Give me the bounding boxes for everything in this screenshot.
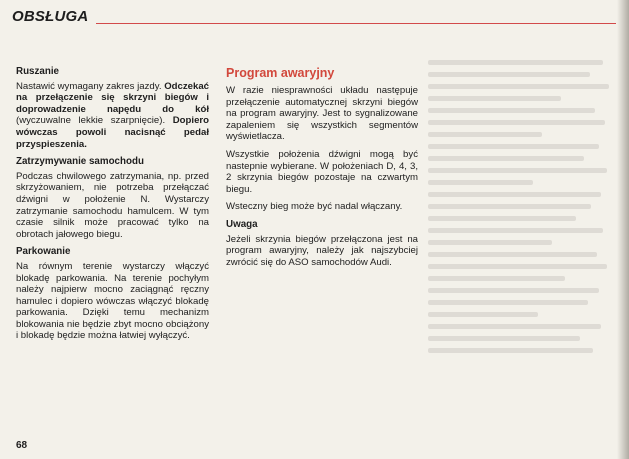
- bleed-through-text: [428, 60, 618, 390]
- ruszanie-text-bold-2: Dopiero wówczas powoli nacisnąć pedał przyspieszenia.: [16, 115, 209, 150]
- page-header-title: OBSŁUGA: [12, 8, 89, 25]
- ruszanie-text-2: (wyczuwalne lekkie szarpnięcie).: [16, 115, 173, 127]
- page-number: 68: [16, 440, 28, 451]
- ruszanie-text-bold-1: Odczekać na przełączenie się skrzyni biegów i doprowadzenie napędu do kół: [16, 80, 209, 115]
- paragraph-zatrzymywanie: Podczas chwilowego zatrzymania, np. przed skrzyżowaniem, nie potrzeba przełączać dźwigni w położenie N. Wystarczy zatrzymanie samochodu hamulcem. W tym czasie silnik może pracować tylko na obrotach jałowego biegu.: [16, 170, 209, 240]
- paragraph-parkowanie: Na równym terenie wystarczy włączyć blokadę parkowania. Na terenie pochyłym należy najpierw mocno zaciągnąć ręczny hamulec i dopiero wówczas włączyć blokadę parkowania. Dzięki temu mechanizm blokowania nie będzie zbyt mocno obciążony i blokadę będzie można łatwiej wyłączyć.: [16, 260, 209, 342]
- ruszanie-text-1: Nastawić wymagany zakres jazdy.: [16, 80, 165, 92]
- paragraph-uwaga: Jeżeli skrzynia biegów przełączona jest na program awaryjny, należy jak najszybciej zwrócić się do ASO samochodów Audi.: [226, 233, 418, 268]
- paragraph-awaryjny-1: W razie niesprawności układu następuje przełączenie automatycznej skrzyni biegów na program awaryjny. Jest to sygnalizowane zapaleniem się wszystkich segmentów wyświetlacza.: [226, 85, 418, 143]
- paragraph-awaryjny-2: Wszystkie położenia dźwigni mogą być nastepnie wybierane. W położeniach D, 4, 3, 2 skrzynia biegów pozostaje na czwartym biegu.: [226, 148, 418, 195]
- header-rule: [96, 23, 616, 24]
- paragraph-ruszanie: [16, 81, 209, 151]
- paragraph-awaryjny-3: Wsteczny bieg może być nadal włączany.: [226, 201, 403, 213]
- section-title-program-awaryjny: Program awaryjny: [226, 66, 335, 80]
- heading-ruszanie: Ruszanie: [16, 66, 60, 77]
- heading-uwaga: Uwaga: [226, 218, 258, 230]
- heading-parkowanie: Parkowanie: [16, 246, 71, 258]
- middle-column: [226, 66, 418, 274]
- heading-zatrzymywanie: Zatrzymywanie samochodu: [16, 156, 144, 168]
- left-column: [16, 66, 209, 348]
- page-fold-shadow: [617, 0, 629, 459]
